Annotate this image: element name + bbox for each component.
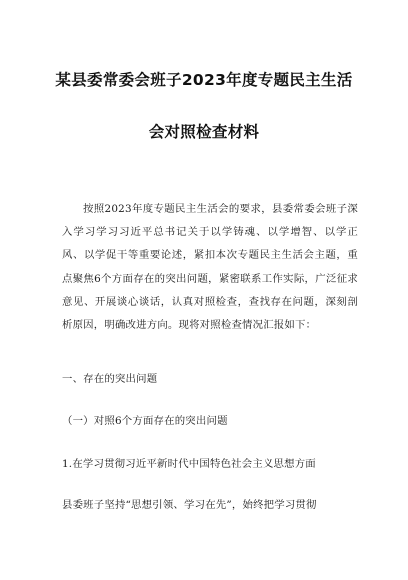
document-title-line-1: 某县委常委会班子2023年度专题民主生活 [55, 71, 353, 89]
intro-paragraph: 按照2023年度专题民主生活会的要求，县委常委会班子深入学习学习习近平总书记关于以学铸魂、以学增智、以学正风、以学促干等重要论述，紧扣本次专题民主生活会主题，重点聚焦6个方面存在的突出问题，紧密联系工作实际，广泛征求意见、开展谈心谈话，认真对照检查，查找存在问题，深刻剖析原因，明确改进方向。现将对照检查情况汇报如下： [62, 203, 358, 332]
section-heading-1: 一、存在的突出问题 [62, 373, 158, 385]
section-heading-2: （一）对照6个方面存在的突出问题 [62, 415, 228, 427]
document-title-line-2: 会对照检查材料 [148, 123, 260, 141]
body-paragraph-2: 县委班子坚持“思想引领、学习在先”，始终把学习贯彻 [62, 499, 317, 511]
section-heading-3: 1.在学习贯彻习近平新时代中国特色社会主义思想方面 [62, 458, 316, 470]
